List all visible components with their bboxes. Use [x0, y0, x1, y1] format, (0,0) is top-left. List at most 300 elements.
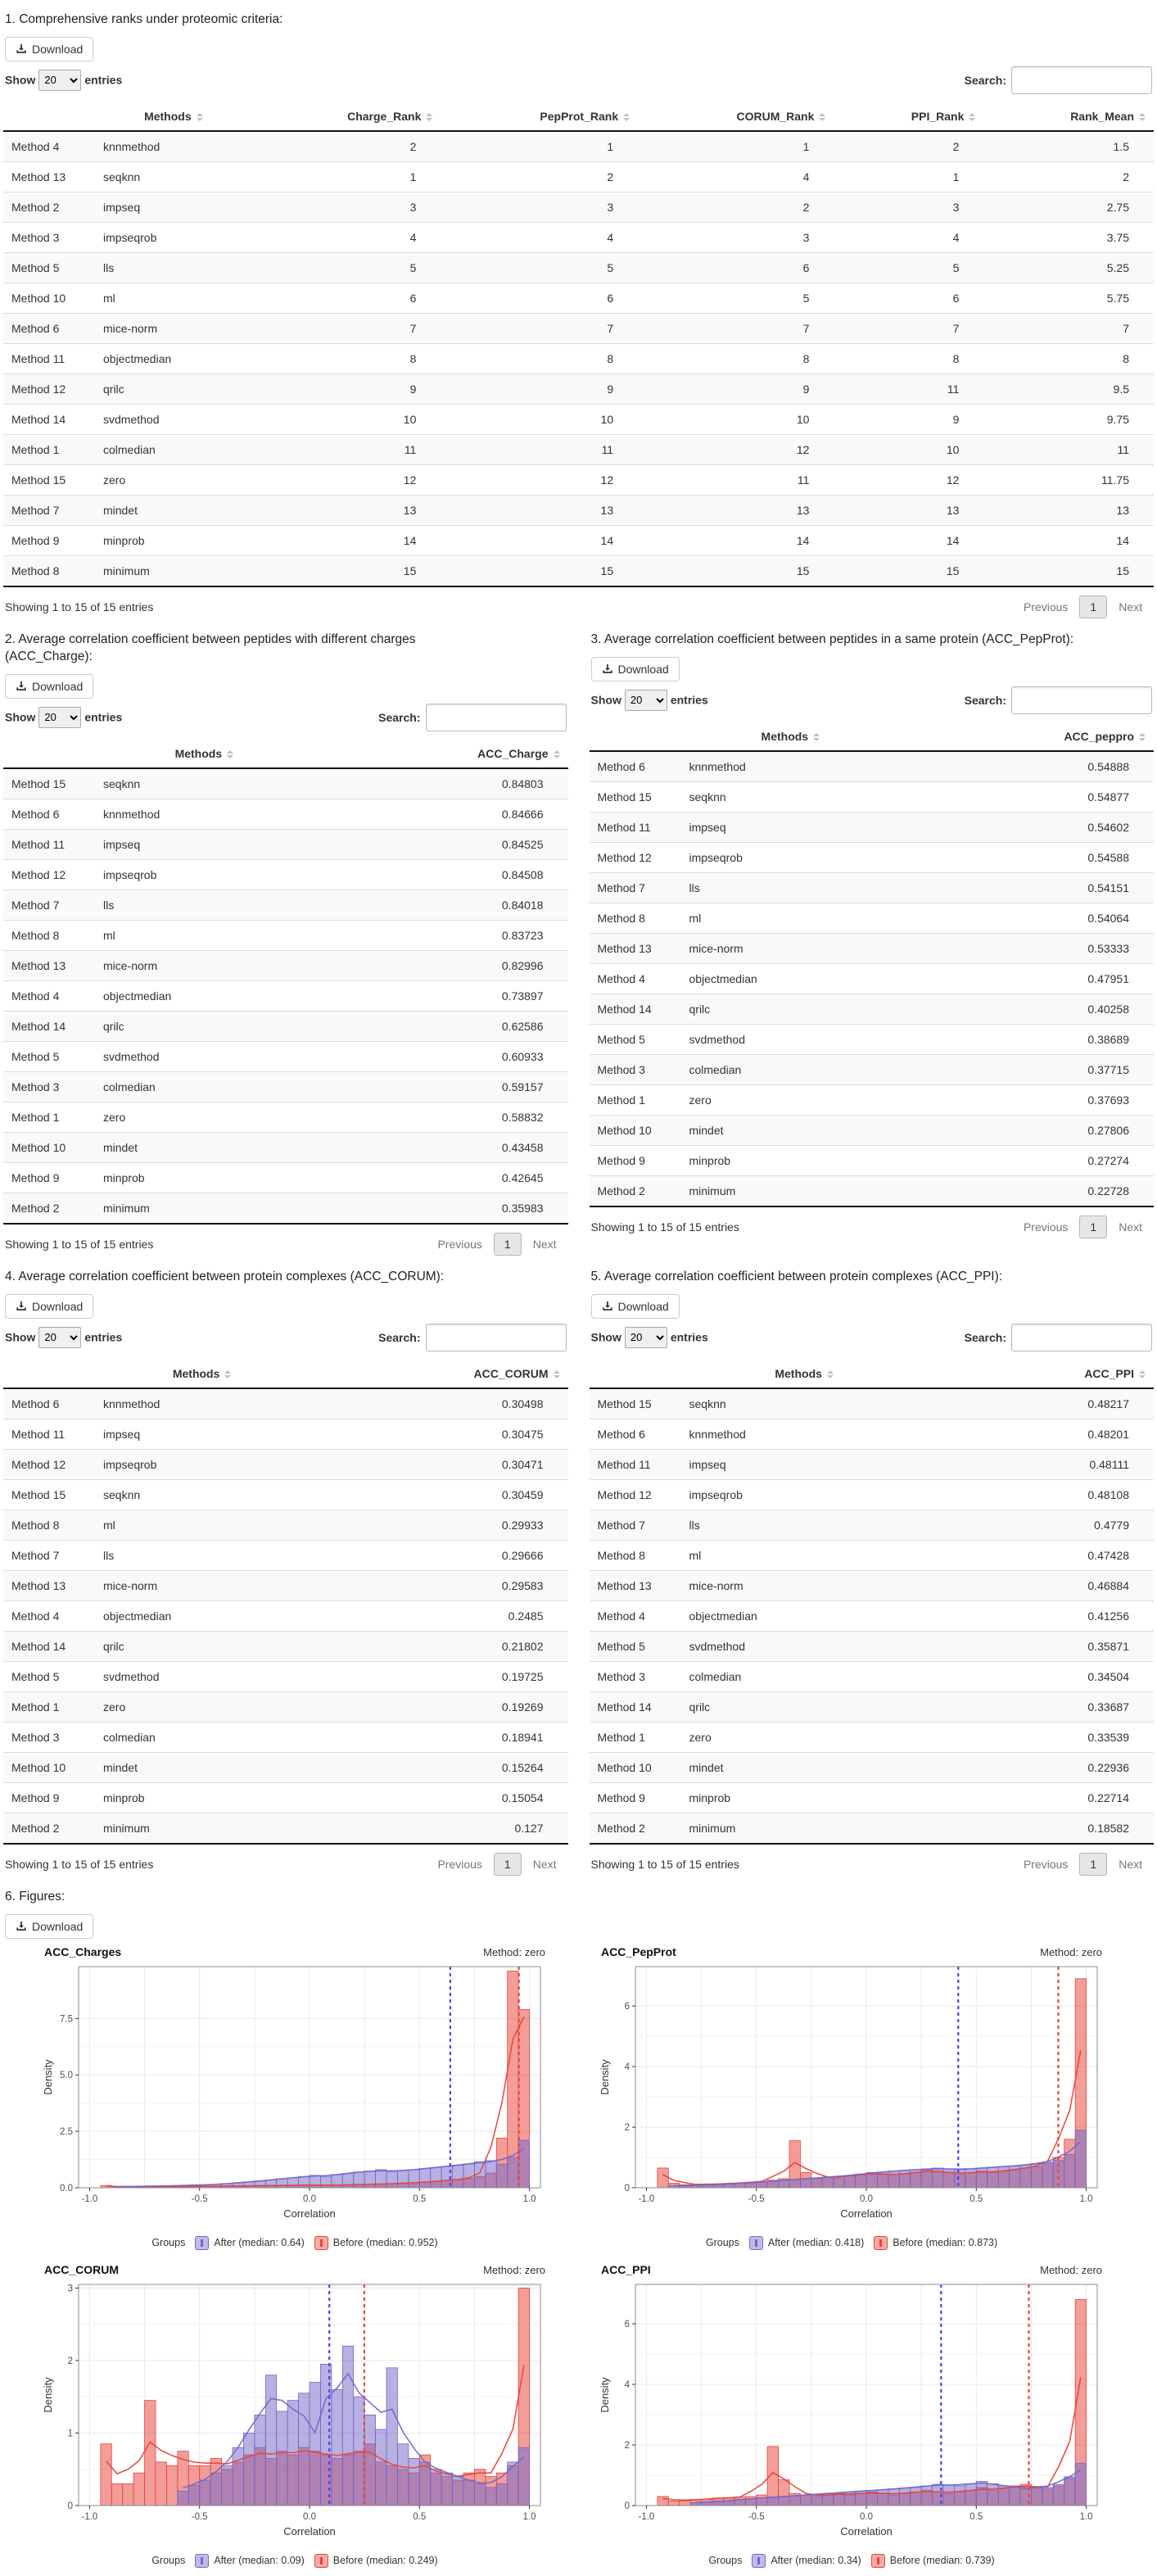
value-cell: 0.15054: [309, 1782, 567, 1813]
value-cell: 1.5: [983, 131, 1154, 162]
value-cell: 0.29583: [309, 1570, 567, 1600]
chart-svg: [598, 1960, 1105, 2232]
svg-text:-1.0: -1.0: [638, 2193, 655, 2204]
row-label: Method 12: [590, 1479, 681, 1510]
legend-label: Before (median: 0.952): [332, 2237, 438, 2249]
sort-icon: [197, 113, 203, 121]
pagination-next[interactable]: Next: [1119, 1857, 1142, 1871]
column-header-methods[interactable]: [95, 102, 252, 131]
row-label: Method 8: [590, 903, 681, 933]
method-name-cell: mindet: [95, 495, 252, 525]
pagination-previous[interactable]: Previous: [1023, 600, 1069, 613]
row-label: Method 9: [590, 1145, 681, 1175]
pagination-previous[interactable]: Previous: [437, 1857, 482, 1871]
value-cell: 14: [252, 525, 441, 555]
column-header-corum_rank[interactable]: [638, 102, 834, 131]
value-cell: 10: [441, 404, 638, 434]
value-cell: 0.18582: [928, 1813, 1154, 1844]
row-label: Method 12: [590, 842, 681, 872]
sort-icon: [969, 113, 975, 121]
download-button[interactable]: [591, 1294, 680, 1319]
row-label: Method 14: [3, 1011, 95, 1041]
method-name-cell: mice-norm: [95, 1570, 309, 1600]
sort-icon: [819, 113, 825, 121]
method-name-cell: ml: [681, 1540, 928, 1570]
row-label: Method 4: [3, 131, 95, 162]
table-info: Showing 1 to 15 of 15 entries: [5, 600, 154, 613]
value-cell: 0.84508: [314, 859, 568, 890]
value-cell: 13: [983, 495, 1154, 525]
column-header-ppi_rank[interactable]: [834, 102, 983, 131]
search-input[interactable]: [1011, 66, 1152, 94]
method-name-cell: objectmedian: [95, 980, 314, 1011]
svg-text:0.0: 0.0: [303, 2193, 316, 2204]
row-label: Method 11: [3, 343, 95, 373]
method-name-cell: minimum: [95, 1813, 309, 1844]
svg-text:-1.0: -1.0: [81, 2511, 98, 2522]
table-row: [590, 1782, 1155, 1813]
table-row: [590, 994, 1155, 1024]
download-label: Download: [32, 1299, 84, 1313]
legend-item: [314, 2236, 438, 2250]
search-input[interactable]: [1011, 1324, 1152, 1351]
row-label: Method 8: [590, 1540, 681, 1570]
svg-text:-0.5: -0.5: [191, 2511, 208, 2522]
value-cell: 14: [638, 525, 834, 555]
table-row: [3, 525, 1154, 555]
value-cell: 0.33687: [928, 1691, 1154, 1722]
value-cell: 3: [834, 192, 983, 222]
table-row: [590, 963, 1155, 994]
row-label: Method 13: [590, 1570, 681, 1600]
pagination-previous[interactable]: Previous: [437, 1237, 482, 1251]
method-name-cell: svdmethod: [681, 1024, 901, 1054]
value-cell: 8: [638, 343, 834, 373]
row-label: Method 11: [3, 1419, 95, 1449]
table-row: [3, 920, 568, 950]
table-controls: [591, 1324, 1153, 1351]
method-name-cell: ml: [681, 903, 901, 933]
length-control: [591, 1327, 708, 1348]
chart-header: [41, 1945, 549, 1958]
value-cell: 0.19725: [309, 1661, 567, 1691]
value-cell: 0.35983: [314, 1193, 568, 1224]
column-label: PPI_Rank: [911, 109, 965, 123]
table-row: [3, 1071, 568, 1102]
row-label: Method 10: [3, 1132, 95, 1162]
svg-text:0: 0: [624, 2183, 630, 2193]
row-label: Method 3: [3, 222, 95, 252]
value-cell: 0.84525: [314, 829, 568, 859]
legend-item: [195, 2554, 304, 2568]
value-cell: 4: [441, 222, 638, 252]
table-controls: [5, 1324, 567, 1351]
table-row: [3, 1162, 568, 1193]
column-header-acc_corum[interactable]: [309, 1360, 567, 1388]
search-label: Search:: [964, 1330, 1006, 1344]
method-name-cell: lls: [95, 890, 314, 920]
column-header-methods[interactable]: [95, 1360, 309, 1388]
column-header-methods[interactable]: [681, 1360, 928, 1388]
value-cell: 0.2485: [309, 1600, 567, 1631]
entries-label: entries: [84, 710, 123, 724]
table-row: [3, 1193, 568, 1224]
method-name-cell: ml: [95, 1510, 309, 1540]
value-cell: 3: [638, 222, 834, 252]
download-button[interactable]: [591, 657, 680, 681]
value-cell: 7: [441, 313, 638, 343]
table-row: [590, 903, 1155, 933]
method-name-cell: minimum: [95, 555, 252, 586]
legend-label: After (median: 0.64): [214, 2237, 305, 2249]
table-row: [3, 1388, 568, 1419]
row-label: Method 5: [3, 252, 95, 283]
table-row: [3, 1722, 568, 1752]
search-label: Search:: [964, 693, 1006, 707]
value-cell: 0.58832: [314, 1102, 568, 1132]
pagination-next[interactable]: Next: [532, 1857, 557, 1871]
table-row: [590, 1813, 1155, 1844]
pagination-next[interactable]: Next: [532, 1237, 557, 1251]
chart-method-annotation: Method: zero: [483, 2263, 545, 2276]
table-row: [590, 1115, 1155, 1145]
table-row: [3, 1011, 568, 1041]
row-label: Method 10: [3, 283, 95, 313]
column-header-charge_rank[interactable]: [252, 102, 441, 131]
row-label: Method 5: [590, 1631, 681, 1661]
method-name-cell: knnmethod: [681, 751, 901, 782]
column-label: Charge_Rank: [347, 109, 422, 123]
method-name-cell: lls: [681, 872, 901, 903]
svg-text:Correlation: Correlation: [840, 2524, 893, 2538]
column-label: ACC_CORUM: [473, 1366, 549, 1380]
svg-text:-0.5: -0.5: [748, 2193, 765, 2204]
table-row: [590, 1084, 1155, 1115]
method-name-cell: zero: [681, 1722, 928, 1752]
chart-method-annotation: Method: zero: [483, 1945, 545, 1958]
method-name-cell: zero: [95, 1102, 314, 1132]
search-input[interactable]: [426, 704, 567, 731]
table-row: [3, 283, 1154, 313]
method-name-cell: zero: [681, 1084, 901, 1115]
method-name-cell: knnmethod: [681, 1419, 928, 1449]
chart-title: ACC_CORUM: [44, 2262, 119, 2276]
length-control: [591, 690, 708, 711]
download-button[interactable]: [5, 1914, 93, 1939]
value-cell: 12: [638, 434, 834, 464]
value-cell: 0.30475: [309, 1419, 567, 1449]
show-entries-select[interactable]: [38, 707, 81, 728]
value-cell: 14: [983, 525, 1154, 555]
value-cell: 0.22936: [928, 1752, 1154, 1782]
legend-item: [749, 2236, 864, 2250]
acc-ppi-table: [590, 1360, 1155, 1845]
value-cell: 0.48108: [928, 1479, 1154, 1510]
legend-item: [195, 2236, 304, 2250]
table-footer: [591, 1853, 1153, 1876]
method-name-cell: seqknn: [95, 161, 252, 192]
table-row: [3, 373, 1154, 404]
value-cell: 0.34504: [928, 1661, 1154, 1691]
pagination: [1014, 1853, 1152, 1876]
table-row: [3, 495, 1154, 525]
value-cell: 0.30498: [309, 1388, 567, 1419]
method-name-cell: seqknn: [681, 1388, 928, 1419]
table-row: [590, 1540, 1155, 1570]
download-label: Download: [617, 662, 669, 676]
download-label: Download: [617, 1299, 669, 1313]
method-name-cell: colmedian: [681, 1661, 928, 1691]
table-footer: [591, 1216, 1153, 1238]
legend-swatch: [749, 2236, 763, 2250]
download-icon: [602, 1301, 613, 1312]
value-cell: 8: [252, 343, 441, 373]
pagination-next[interactable]: Next: [1119, 600, 1142, 613]
table-row: [3, 1782, 568, 1813]
row-label: Method 1: [590, 1084, 681, 1115]
svg-text:0.0: 0.0: [303, 2511, 316, 2522]
method-name-cell: mindet: [681, 1752, 928, 1782]
table-row: [3, 1510, 568, 1540]
value-cell: 0.84803: [314, 768, 568, 799]
value-cell: 0.48111: [928, 1449, 1154, 1479]
table-row: [3, 555, 1154, 586]
download-label: Download: [32, 1919, 84, 1933]
show-label: Show: [5, 710, 36, 724]
column-header-methods[interactable]: [681, 722, 901, 751]
table-row: [590, 842, 1155, 872]
pagination-page-1[interactable]: 1: [494, 1233, 522, 1256]
svg-text:0.5: 0.5: [969, 2511, 983, 2522]
row-label: Method 9: [3, 1162, 95, 1193]
download-button[interactable]: [5, 37, 93, 61]
column-label: Methods: [172, 1366, 220, 1380]
pagination-page-1[interactable]: 1: [1079, 1853, 1107, 1876]
svg-text:5.0: 5.0: [60, 2070, 73, 2080]
method-name-cell: impseq: [95, 192, 252, 222]
method-name-cell: seqknn: [95, 768, 314, 799]
method-name-cell: mice-norm: [681, 933, 901, 963]
column-header-rowname: [3, 102, 95, 131]
table-row: [590, 1419, 1155, 1449]
column-header-acc_charge[interactable]: [314, 740, 568, 768]
table-row: [590, 812, 1155, 842]
pagination-next[interactable]: Next: [1119, 1220, 1142, 1234]
value-cell: 3: [252, 192, 441, 222]
table-row: [3, 950, 568, 980]
value-cell: 0.42645: [314, 1162, 568, 1193]
value-cell: 11: [834, 373, 983, 404]
value-cell: 15: [252, 555, 441, 586]
charts-grid: [3, 1942, 1154, 2568]
row-label: Method 6: [3, 799, 95, 829]
value-cell: 0.40258: [900, 994, 1154, 1024]
value-cell: 0.37715: [900, 1054, 1154, 1084]
search-control: [965, 66, 1152, 94]
table-row: [3, 161, 1154, 192]
show-label: Show: [5, 1330, 36, 1344]
search-control: [965, 686, 1152, 714]
download-button[interactable]: [5, 674, 93, 699]
column-header-rowname: [590, 722, 681, 751]
search-control: [378, 1324, 566, 1351]
row-label: Method 9: [3, 525, 95, 555]
row-label: Method 7: [590, 872, 681, 903]
column-header-pepprot_rank[interactable]: [441, 102, 638, 131]
row-label: Method 7: [3, 890, 95, 920]
row-label: Method 3: [590, 1661, 681, 1691]
row-label: Method 8: [3, 555, 95, 586]
row-label: Method 6: [590, 1419, 681, 1449]
value-cell: 13: [834, 495, 983, 525]
value-cell: 2: [983, 161, 1154, 192]
method-name-cell: mindet: [95, 1132, 314, 1162]
value-cell: 0.83723: [314, 920, 568, 950]
legend-label: Before (median: 0.739): [889, 2555, 995, 2567]
column-header-rowname: [3, 1360, 95, 1388]
value-cell: 0.43458: [314, 1132, 568, 1162]
row-label: Method 10: [590, 1115, 681, 1145]
section-5-heading: 5. Average correlation coefficient between protein complexes (ACC_PPI):: [590, 1269, 1003, 1283]
row-label: Method 2: [590, 1813, 681, 1844]
column-header-acc_peppro[interactable]: [900, 722, 1154, 751]
row-label: Method 12: [3, 373, 95, 404]
section-ranks: [3, 11, 1154, 618]
table-info: Showing 1 to 15 of 15 entries: [590, 1220, 739, 1234]
column-header-methods[interactable]: [95, 740, 314, 768]
legend-item: [752, 2554, 861, 2568]
table-row: [3, 404, 1154, 434]
column-label: Methods: [174, 746, 223, 760]
table-row: [590, 751, 1155, 782]
legend-groups-label: Groups: [151, 2237, 186, 2249]
value-cell: 2.75: [983, 192, 1154, 222]
method-name-cell: qrilc: [681, 1691, 928, 1722]
table-row: [3, 192, 1154, 222]
value-cell: 11: [252, 434, 441, 464]
legend-label: After (median: 0.09): [214, 2555, 305, 2567]
method-name-cell: lls: [95, 252, 252, 283]
row-label: Method 4: [590, 1600, 681, 1631]
download-icon: [16, 681, 27, 692]
value-cell: 0.18941: [309, 1722, 567, 1752]
pagination-page-1[interactable]: 1: [1079, 1216, 1107, 1238]
show-entries-select[interactable]: [38, 70, 81, 91]
svg-text:Correlation: Correlation: [283, 2524, 336, 2538]
row-label: Method 11: [590, 812, 681, 842]
pagination-previous[interactable]: Previous: [1023, 1220, 1069, 1234]
value-cell: 7: [983, 313, 1154, 343]
method-name-cell: zero: [95, 1691, 309, 1722]
method-name-cell: knnmethod: [95, 131, 252, 162]
column-label: Rank_Mean: [1070, 109, 1134, 123]
pagination-previous[interactable]: Previous: [1023, 1857, 1069, 1871]
value-cell: 8: [441, 343, 638, 373]
value-cell: 0.27274: [900, 1145, 1154, 1175]
value-cell: 10: [834, 434, 983, 464]
legend-label: After (median: 0.34): [771, 2555, 861, 2567]
header-row: [3, 1360, 568, 1388]
value-cell: 0.21802: [309, 1631, 567, 1661]
method-name-cell: minimum: [95, 1193, 314, 1224]
pagination-page-1[interactable]: 1: [1079, 595, 1107, 618]
legend-swatch: [195, 2554, 209, 2568]
column-header-rank_mean[interactable]: [983, 102, 1154, 131]
value-cell: 0.19269: [309, 1691, 567, 1722]
sort-icon: [1139, 113, 1146, 121]
value-cell: 1: [834, 161, 983, 192]
method-name-cell: lls: [681, 1510, 928, 1540]
chart-legend: [41, 2236, 549, 2250]
legend-swatch: [314, 2554, 328, 2568]
svg-text:4: 4: [624, 2379, 630, 2390]
column-header-acc_ppi[interactable]: [928, 1360, 1154, 1388]
search-input[interactable]: [1011, 686, 1152, 714]
method-name-cell: mindet: [95, 1752, 309, 1782]
value-cell: 15: [638, 555, 834, 586]
value-cell: 14: [441, 525, 638, 555]
value-cell: 4: [252, 222, 441, 252]
pagination-page-1[interactable]: 1: [494, 1853, 522, 1876]
table-row: [3, 1132, 568, 1162]
column-header-rowname: [590, 1360, 681, 1388]
chart-legend: [598, 2236, 1105, 2250]
value-cell: 0.29933: [309, 1510, 567, 1540]
chart-svg: [41, 2278, 549, 2550]
method-name-cell: seqknn: [95, 1479, 309, 1510]
value-cell: 0.59157: [314, 1071, 568, 1102]
svg-text:Correlation: Correlation: [283, 2207, 336, 2220]
value-cell: 0.27806: [900, 1115, 1154, 1145]
value-cell: 0.29666: [309, 1540, 567, 1570]
method-name-cell: mindet: [681, 1115, 901, 1145]
table-row: [590, 872, 1155, 903]
row-label: Method 5: [3, 1041, 95, 1071]
method-name-cell: objectmedian: [95, 343, 252, 373]
value-cell: 12: [252, 464, 441, 495]
value-cell: 5: [638, 283, 834, 313]
row-label: Method 14: [590, 994, 681, 1024]
table-info: Showing 1 to 15 of 15 entries: [5, 1237, 154, 1251]
row-label: Method 11: [590, 1449, 681, 1479]
method-name-cell: objectmedian: [681, 963, 901, 994]
table-row: [590, 1600, 1155, 1631]
svg-text:Correlation: Correlation: [840, 2207, 893, 2220]
row-label: Method 4: [590, 963, 681, 994]
search-label: Search:: [378, 710, 421, 724]
row-label: Method 1: [3, 1102, 95, 1132]
table-row: [590, 1631, 1155, 1661]
table-row: [590, 1479, 1155, 1510]
svg-text:0.5: 0.5: [969, 2193, 983, 2204]
svg-text:0.5: 0.5: [413, 2193, 427, 2204]
table-row: [3, 1449, 568, 1479]
download-button[interactable]: [5, 1294, 93, 1319]
show-entries-select[interactable]: [38, 1327, 81, 1348]
method-name-cell: colmedian: [95, 1071, 314, 1102]
svg-text:0: 0: [67, 2501, 73, 2511]
method-name-cell: impseq: [681, 1449, 928, 1479]
search-input[interactable]: [426, 1324, 567, 1351]
show-entries-select[interactable]: [625, 1327, 667, 1348]
row-label: Method 15: [590, 1388, 681, 1419]
value-cell: 0.22728: [900, 1175, 1154, 1207]
value-cell: 9.5: [983, 373, 1154, 404]
method-name-cell: impseq: [681, 812, 901, 842]
table-row: [590, 1175, 1155, 1207]
legend-label: Before (median: 0.249): [332, 2555, 438, 2567]
show-entries-select[interactable]: [625, 690, 667, 711]
